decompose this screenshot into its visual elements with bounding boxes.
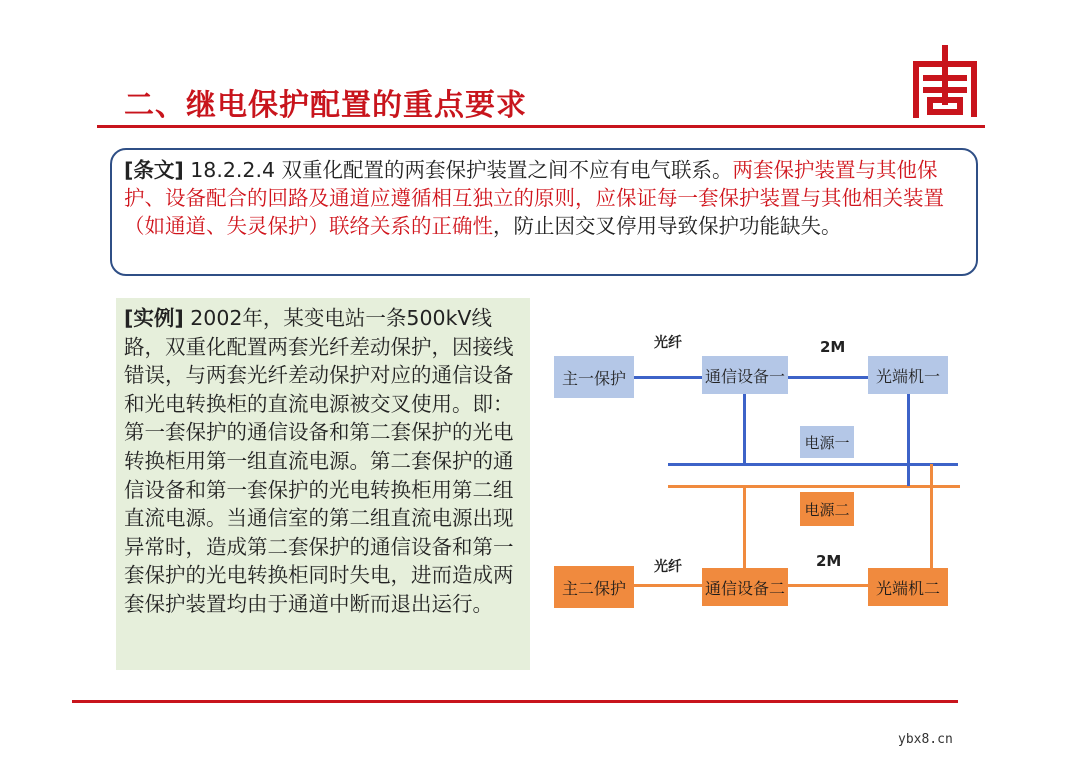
clause-tag: [条文]	[124, 158, 184, 182]
comm1-power1-drop	[743, 394, 746, 464]
page-title: 二、继电保护配置的重点要求	[124, 88, 527, 123]
bottom-2m-line	[788, 584, 868, 587]
top-2m-line	[788, 376, 868, 379]
example-box	[116, 298, 530, 670]
main1-protection-box: 主一保护	[554, 356, 634, 398]
bottom-2m-label: 2M	[816, 552, 842, 570]
clause-box	[110, 148, 978, 276]
power1-box: 电源一	[800, 426, 854, 458]
main2-protection-box: 主二保护	[554, 566, 634, 608]
watermark: ybx8.cn	[898, 732, 953, 747]
comm2-power2-drop	[743, 486, 746, 568]
top-fiber-line	[634, 376, 702, 379]
power2-bus	[668, 485, 960, 488]
comm2-box: 通信设备二	[702, 568, 788, 606]
terminal1-box: 光端机一	[868, 356, 948, 394]
clause-text-end: ，防止因交叉停用导致保护功能缺失。	[493, 214, 842, 238]
top-fiber-label: 光纤	[654, 335, 682, 351]
terminal2-box: 光端机二	[868, 568, 948, 606]
comm1-box: 通信设备一	[702, 356, 788, 394]
bottom-fiber-line	[634, 584, 702, 587]
red-seal-logo-icon	[910, 44, 980, 118]
top-2m-label: 2M	[820, 338, 846, 356]
footer-divider	[72, 700, 958, 703]
clause-text-highlight: 两套保护装置与其他保护、设备配合的回路及通道应遵循相互独立的原则，应保证每一套保护装置与其他相关装置（如通道、失灵保护）联络关系的正确性	[124, 158, 944, 238]
power1-bus	[668, 463, 958, 466]
power2-box: 电源二	[800, 492, 854, 526]
terminal2-power-drop	[930, 464, 933, 568]
clause-text-intro: 18.2.2.4 双重化配置的两套保护装置之间不应有电气联系。	[183, 158, 733, 182]
terminal1-power-drop	[907, 394, 910, 486]
title-divider	[97, 125, 985, 128]
example-tag: [实例]	[124, 306, 184, 330]
bottom-fiber-label: 光纤	[654, 559, 682, 575]
wiring-diagram	[550, 322, 970, 622]
example-text: 2002年，某变电站一条500kV线路，双重化配置两套光纤差动保护，因接线错误，与两套光纤差动保护对应的通信设备和光电转换柜的直流电源被交叉使用。即：第一套保护的通信设备和第二套保护的光电转换柜用第一组直流电源。第二套保护的通信设备和第一套保护的光电转换柜用第二组直流电源。当通信室的第二组直流电源出现异常时，造成第二套保护的通信设备和第一套保护的光电转换柜同时失电，进而造成两套保护装置均由于通道中断而退出运行。	[124, 306, 514, 616]
